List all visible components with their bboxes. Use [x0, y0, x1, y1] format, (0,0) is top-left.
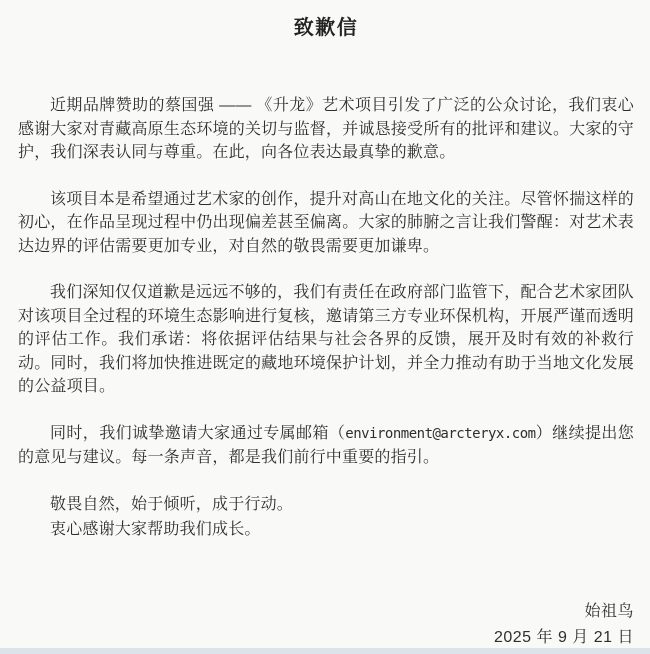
paragraph-commitments: 我们深知仅仅道歉是远远不够的，我们有责任在政府部门监管下，配合艺术家团队对该项目全过程的环境生态影响进行复核，邀请第三方专业环保机构，开展严谨而透明的评估工作。我们承诺：将依据评估结果与社会各界的反馈，展开及时有效的补救行动。同时，我们将加快推进既定的藏地环境保护计划，并全力推动有助于当地文化发展的公益项目。: [18, 284, 634, 395]
paragraph-reflection: 该项目本是希望通过艺术家的创作，提升对高山在地文化的关注。尽管怀揣这样的初心，在作品呈现过程中仍出现偏差甚至偏离。大家的肺腑之言让我们警醒：对艺术表达边界的评估需要更加专业，对自然的敬畏需要更加谦卑。: [18, 190, 634, 255]
closing-line-thanks: 衷心感谢大家帮助我们成长。: [50, 521, 261, 538]
paragraph-feedback: [18, 422, 634, 470]
paragraph-feedback-suffix: ）继续提出您的意见与建议。每一条声音，都是我们前行中重要的指引。: [18, 424, 635, 466]
photo-bottom-edge: [0, 648, 650, 654]
closing-line-motto: 敬畏自然，始于倾听，成于行动。: [50, 495, 294, 513]
letter-title: 致歉信: [293, 17, 359, 39]
contact-email: environment@arcteryx.com: [345, 425, 536, 442]
signature-brand-name: 始祖鸟: [584, 602, 634, 620]
letter-body: [18, 94, 634, 542]
signature-date: 2025 年 9 月 21 日: [493, 628, 634, 646]
paragraph-intro: 近期品牌赞助的蔡国强 —— 《升龙》艺术项目引发了广泛的公众讨论，我们衷心感谢大家对青藏高原生态环境的关切与监督，并诚恳接受所有的批评和建议。大家的守护，我们深表认同与尊重。在此，向各位表达最真挚的歉意。: [18, 97, 634, 161]
signature-block: [18, 599, 634, 651]
paragraph-feedback-prefix: 同时，我们诚挚邀请大家通过专属邮箱（: [50, 424, 346, 442]
